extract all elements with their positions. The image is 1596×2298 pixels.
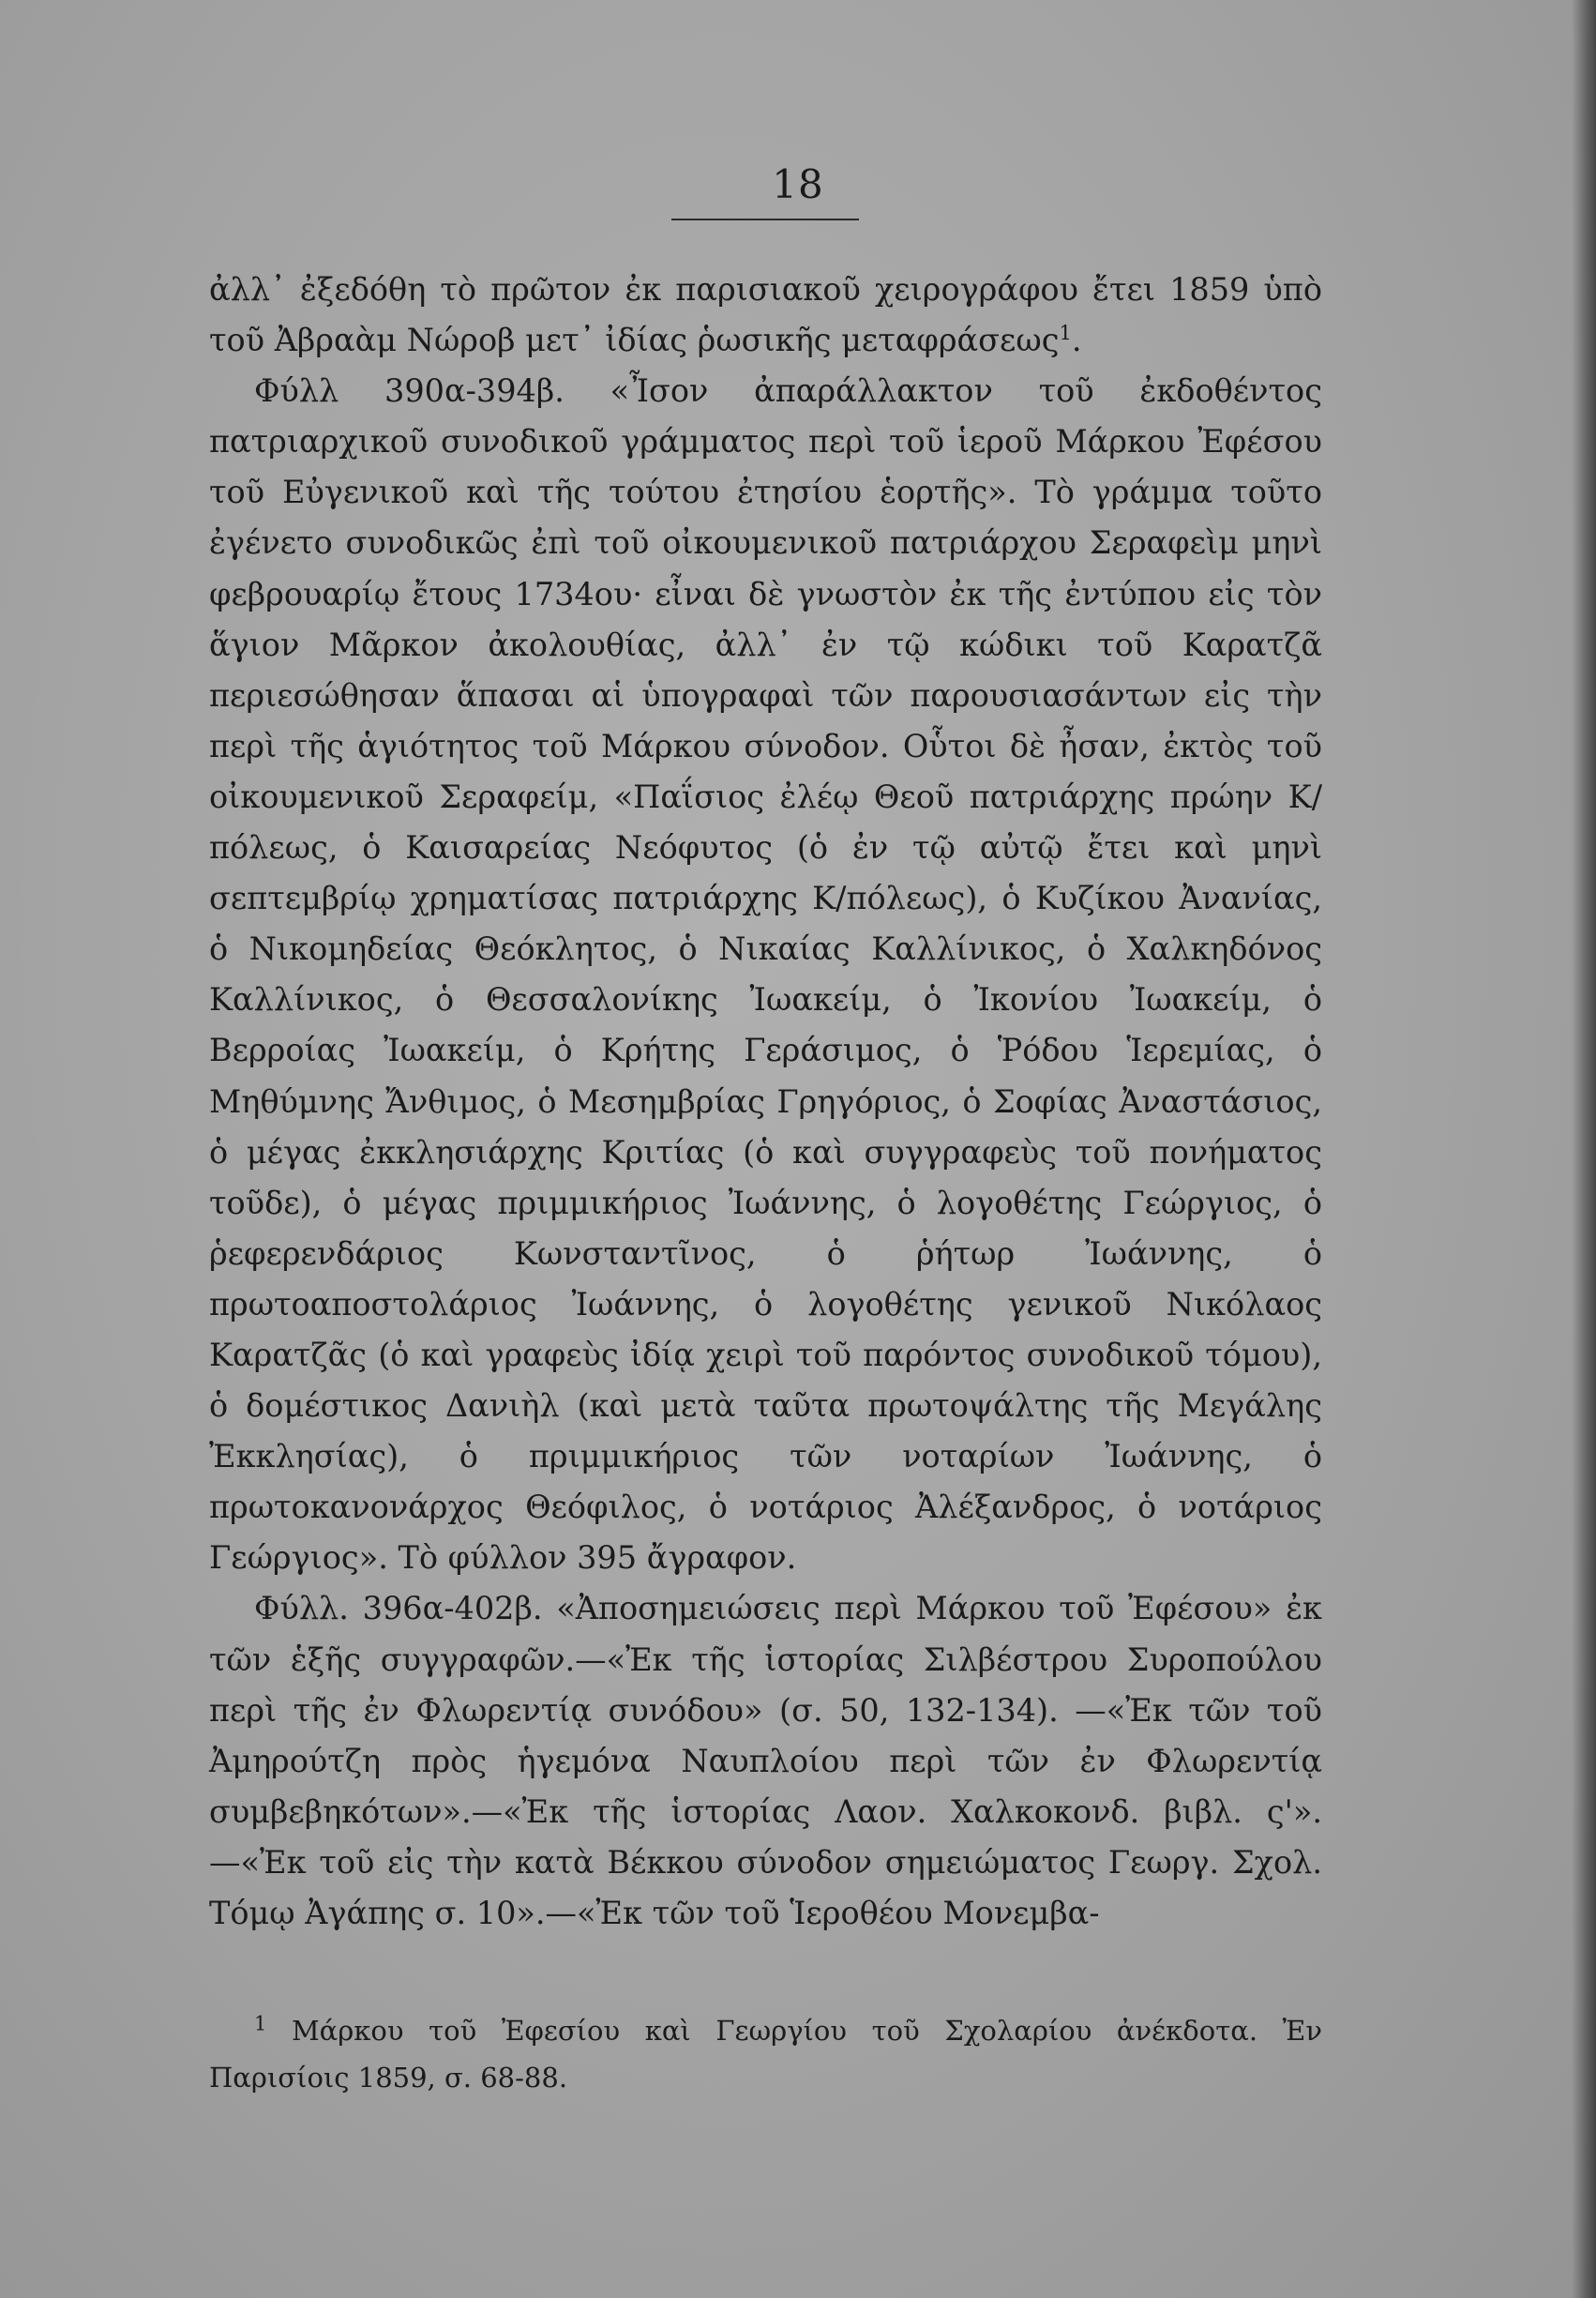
paragraph-folios-396-402: Φύλλ. 396α-402β. «Ἀποσημειώσεις περὶ Μάρκου τοῦ Ἐφέσου» ἐκ τῶν ἑξῆς συγγραφῶν.—«Ἐκ τῆς ἱστορίας Σιλβέστρου Συροπούλου περὶ τῆς ἐν Φλωρεντίᾳ συνόδου» (σ. 50, 132-134). —«Ἐκ τῶν τοῦ Ἀμηρούτζη πρὸς ἡγεμόνα Ναυπλοίου περὶ τῶν ἐν Φλωρεντίᾳ συμβεβηκότων».—«Ἐκ τῆς ἱστορίας Λαον. Χαλκοκονδ. βιβλ. ς'».—«Ἐκ τοῦ εἰς τὴν κατὰ Βέκκου σύνοδον σημειώματος Γεωργ. Σχολ. Τόμῳ Ἀγάπης σ. 10».—«Ἐκ τῶν τοῦ Ἱεροθέου Μονεμβα- bbox=[209, 1590, 1322, 1931]
footnote-reference: 1 bbox=[1059, 321, 1072, 344]
footnote-text: Μάρκου τοῦ Ἐφεσίου καὶ Γεωργίου τοῦ Σχολαρίου ἀνέκδοτα. Ἐν Παρισίοις 1859, σ. 68-88. bbox=[209, 2015, 1323, 2094]
footnote bbox=[209, 2007, 1322, 2101]
footnote-separator bbox=[209, 1981, 397, 1982]
main-text-block bbox=[209, 265, 1322, 1939]
page-edge-shadow bbox=[1572, 0, 1596, 2298]
paragraph-end-punctuation: . bbox=[1071, 322, 1082, 359]
footnotes-block bbox=[209, 2007, 1322, 2101]
paragraph-continuation bbox=[209, 265, 1322, 366]
paragraph-text: ἀλλ᾽ ἐξεδόθη τὸ πρῶτον ἐκ παρισιακοῦ χειρογράφου ἔτει 1859 ὑπὸ τοῦ Ἀβραὰμ Νώροβ μετ᾽ ἰδίας ῥωσικῆς μεταφράσεως bbox=[209, 271, 1322, 359]
page-number-rule bbox=[671, 219, 859, 220]
page-number: 18 bbox=[772, 161, 824, 207]
footnote-mark: 1 bbox=[254, 2012, 267, 2035]
paragraph-folios-390-394: Φύλλ 390α-394β. «Ἶσον ἀπαράλλακτον τοῦ ἐκδοθέντος πατριαρχικοῦ συνοδικοῦ γράμματος περὶ τοῦ ἱεροῦ Μάρκου Ἐφέσου τοῦ Εὐγενικοῦ καὶ τῆς τούτου ἐτησίου ἑορτῆς». Τὸ γράμμα τοῦτο ἐγένετο συνοδικῶς ἐπὶ τοῦ οἰκουμενικοῦ πατριάρχου Σεραφεὶμ μηνὶ φεβρουαρίῳ ἔτους 1734ου· εἶναι δὲ γνωστὸν ἐκ τῆς ἐντύπου εἰς τὸν ἅγιον Μᾶρκον ἀκολουθίας, ἀλλ᾽ ἐν τῷ κώδικι τοῦ Καρατζᾶ περιεσώθησαν ἅπασαι αἱ ὑπογραφαὶ τῶν παρουσιασάντων εἰς τὴν περὶ τῆς ἁγιότητος τοῦ Μάρκου σύνοδον. Οὗτοι δὲ ἦσαν, ἐκτὸς τοῦ οἰκουμενικοῦ Σεραφείμ, «Παΐσιος ἐλέῳ Θεοῦ πατριάρχης πρώην Κ/πόλεως, ὁ Καισαρείας Νεόφυτος (ὁ ἐν τῷ αὐτῷ ἔτει καὶ μηνὶ σεπτεμβρίῳ χρηματίσας πατριάρχης Κ/πόλεως), ὁ Κυζίκου Ἀνανίας, ὁ Νικομηδείας Θεόκλητος, ὁ Νικαίας Καλλίνικος, ὁ Χαλκηδόνος Καλλίνικος, ὁ Θεσσαλονίκης Ἰωακείμ, ὁ Ἰκονίου Ἰωακείμ, ὁ Βερροίας Ἰωακείμ, ὁ Κρήτης Γεράσιμος, ὁ Ῥόδου Ἱερεμίας, ὁ Μηθύμνης Ἄνθιμος, ὁ Μεσημβρίας Γρηγόριος, ὁ Σοφίας Ἀναστάσιος, ὁ μέγας ἐκκλησιάρχης Κριτίας (ὁ καὶ συγγραφεὺς τοῦ πονήματος τοῦδε), ὁ μέγας πριμμικήριος Ἰωάννης, ὁ λογοθέτης Γεώργιος, ὁ ῥεφερενδάριος Κωνσταντῖνος, ὁ ῥήτωρ Ἰωάννης, ὁ πρωτοαποστολάριος Ἰωάννης, ὁ λογοθέτης γενικοῦ Νικόλαος Καρατζᾶς (ὁ καὶ γραφεὺς ἰδίᾳ χειρὶ τοῦ παρόντος συνοδικοῦ τόμου), ὁ δομέστικος Δανιὴλ (καὶ μετὰ ταῦτα πρωτοψάλτης τῆς Μεγάλης Ἐκκλησίας), ὁ πριμμικήριος τῶν νοταρίων Ἰωάννης, ὁ πρωτοκανονάρχος Θεόφιλος, ὁ νοτάριος Ἀλέξανδρος, ὁ νοτάριος Γεώργιος». Τὸ φύλλον 395 ἄγραφον. bbox=[209, 372, 1322, 1577]
